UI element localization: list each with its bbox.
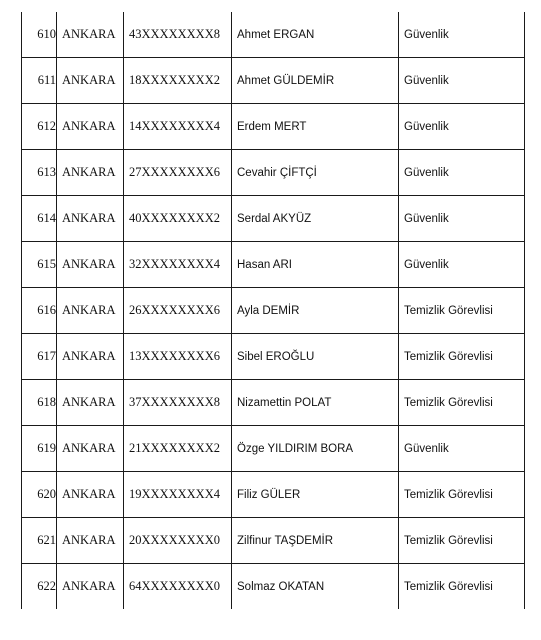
row-id-number: 20XXXXXXXX0 [124,518,232,564]
row-number: 620 [22,472,57,518]
row-city: ANKARA [57,472,124,518]
table-row [22,58,525,104]
row-id-number: 64XXXXXXXX0 [124,564,232,610]
row-number: 619 [22,426,57,472]
row-full-name: Erdem MERT [232,104,399,150]
row-number: 617 [22,334,57,380]
row-number: 615 [22,242,57,288]
row-role: Güvenlik [399,12,525,58]
row-role: Güvenlik [399,242,525,288]
row-role: Güvenlik [399,104,525,150]
row-full-name: Zilfinur TAŞDEMİR [232,518,399,564]
row-id-number: 26XXXXXXXX6 [124,288,232,334]
table-row [22,472,525,518]
row-city: ANKARA [57,380,124,426]
table-row [22,426,525,472]
row-full-name: Cevahir ÇİFTÇİ [232,150,399,196]
row-full-name: Ahmet GÜLDEMİR [232,58,399,104]
row-role: Güvenlik [399,196,525,242]
row-city: ANKARA [57,288,124,334]
row-role: Temizlik Görevlisi [399,518,525,564]
row-full-name: Nizamettin POLAT [232,380,399,426]
row-role: Güvenlik [399,58,525,104]
table-row [22,334,525,380]
row-id-number: 37XXXXXXXX8 [124,380,232,426]
row-number: 618 [22,380,57,426]
row-city: ANKARA [57,104,124,150]
personnel-table [21,12,525,609]
table-row [22,150,525,196]
row-id-number: 18XXXXXXXX2 [124,58,232,104]
row-role: Temizlik Görevlisi [399,472,525,518]
row-full-name: Sibel EROĞLU [232,334,399,380]
row-full-name: Hasan ARI [232,242,399,288]
table-row [22,104,525,150]
row-role: Temizlik Görevlisi [399,380,525,426]
table-row [22,380,525,426]
row-number: 610 [22,12,57,58]
personnel-table-body [22,12,525,609]
row-id-number: 43XXXXXXXX8 [124,12,232,58]
row-number: 612 [22,104,57,150]
row-id-number: 13XXXXXXXX6 [124,334,232,380]
table-row [22,518,525,564]
row-number: 616 [22,288,57,334]
row-full-name: Filiz GÜLER [232,472,399,518]
row-city: ANKARA [57,242,124,288]
table-row [22,564,525,610]
row-role: Temizlik Görevlisi [399,564,525,610]
row-role: Güvenlik [399,426,525,472]
row-full-name: Özge YILDIRIM BORA [232,426,399,472]
row-id-number: 32XXXXXXXX4 [124,242,232,288]
row-city: ANKARA [57,58,124,104]
row-city: ANKARA [57,12,124,58]
row-full-name: Solmaz OKATAN [232,564,399,610]
table-row [22,288,525,334]
row-city: ANKARA [57,196,124,242]
row-number: 622 [22,564,57,610]
row-number: 611 [22,58,57,104]
row-id-number: 21XXXXXXXX2 [124,426,232,472]
row-role: Güvenlik [399,150,525,196]
row-number: 621 [22,518,57,564]
table-row [22,242,525,288]
row-city: ANKARA [57,564,124,610]
row-role: Temizlik Görevlisi [399,334,525,380]
row-full-name: Serdal AKYÜZ [232,196,399,242]
row-role: Temizlik Görevlisi [399,288,525,334]
row-id-number: 14XXXXXXXX4 [124,104,232,150]
table-row [22,196,525,242]
table-row [22,12,525,58]
row-city: ANKARA [57,334,124,380]
row-city: ANKARA [57,150,124,196]
row-city: ANKARA [57,518,124,564]
row-full-name: Ahmet ERGAN [232,12,399,58]
row-number: 614 [22,196,57,242]
row-id-number: 27XXXXXXXX6 [124,150,232,196]
row-number: 613 [22,150,57,196]
row-id-number: 40XXXXXXXX2 [124,196,232,242]
row-id-number: 19XXXXXXXX4 [124,472,232,518]
row-full-name: Ayla DEMİR [232,288,399,334]
row-city: ANKARA [57,426,124,472]
